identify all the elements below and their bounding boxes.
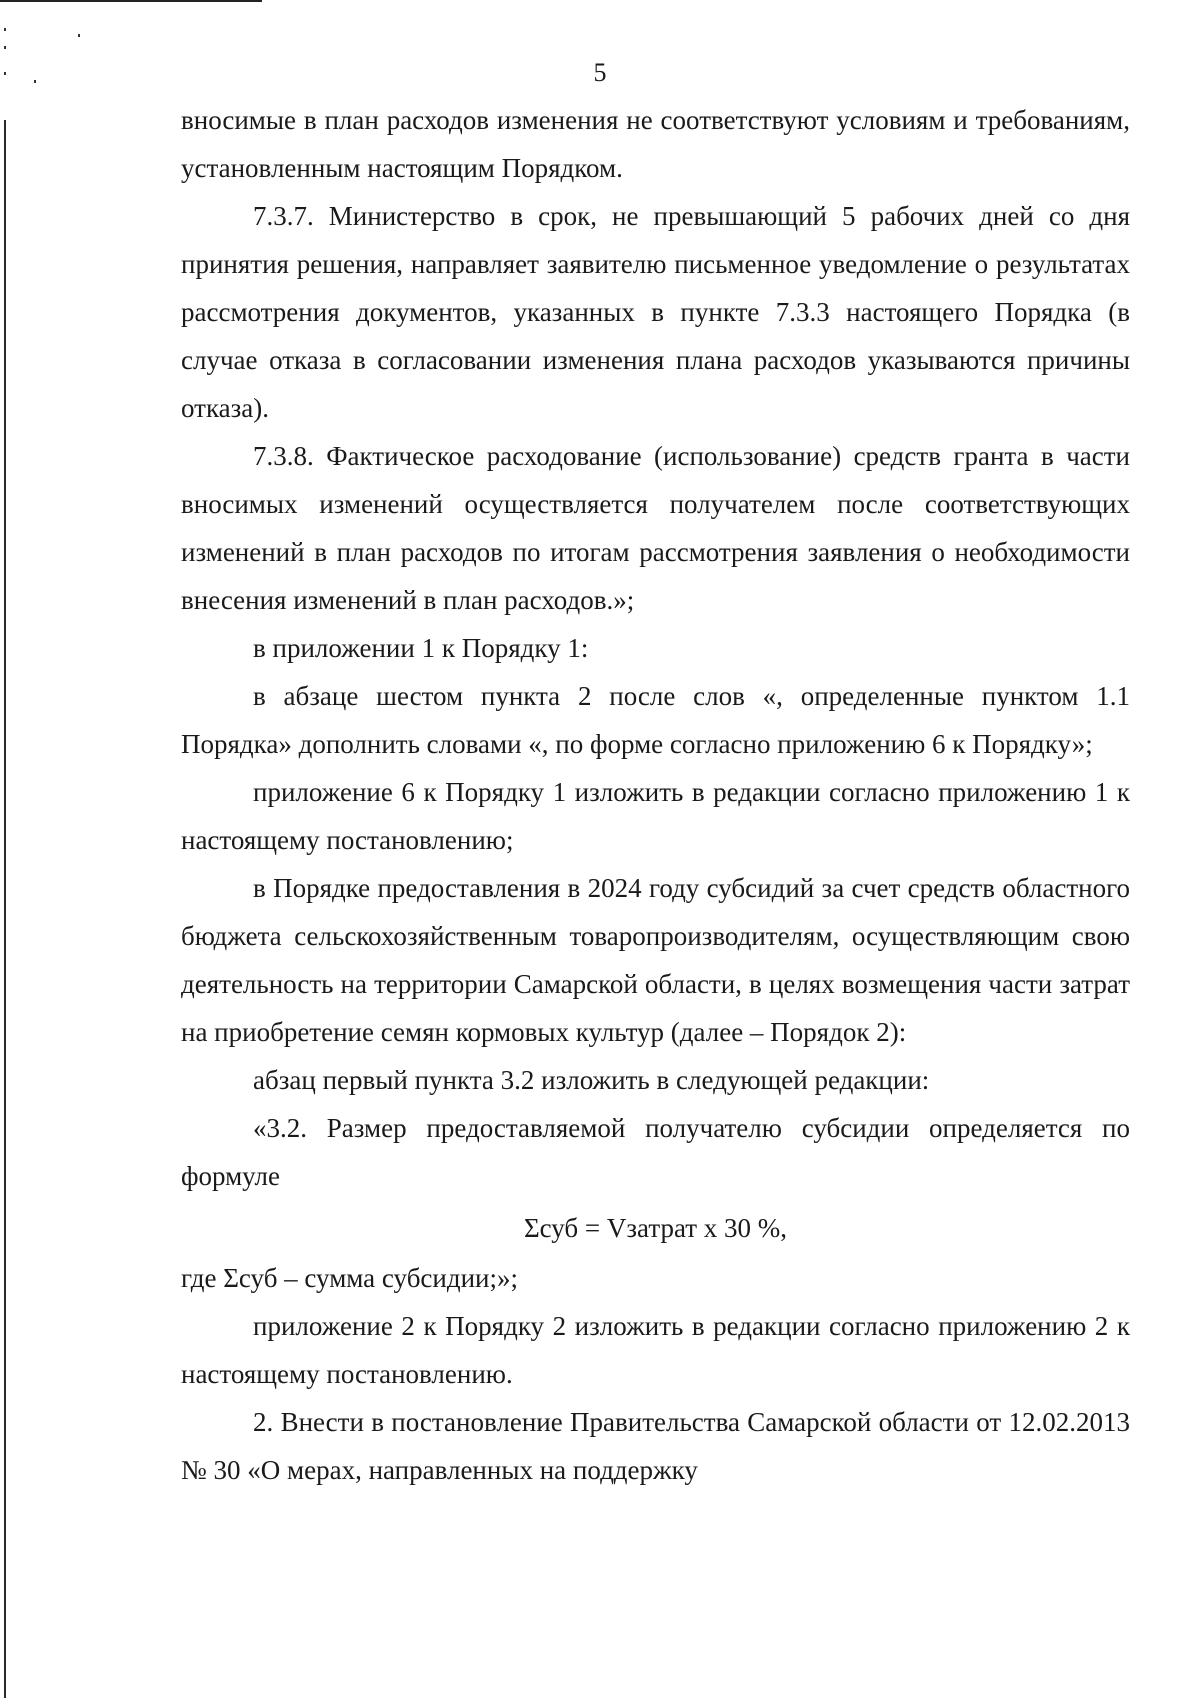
scan-artifact-dot xyxy=(4,28,6,31)
scan-artifact-left-edge xyxy=(4,120,6,1698)
paragraph: вносимые в план расходов изменения не соответствуют условиям и требованиям, установленным настоящим Порядком. xyxy=(181,105,1130,183)
paragraph: в приложении 1 к Порядку 1: xyxy=(253,633,589,663)
paragraph: в Порядке предоставления в 2024 году субсидий за счет средств областного бюджета сельскохозяйственным товаропроизводителям, осуществляющим свою деятельность на территории Самарской области, в целях возмещения части затрат на приобретение семян кормовых культур (далее – Порядок 2): xyxy=(181,873,1130,1047)
scan-artifact-top-line xyxy=(0,0,262,2)
formula: Σсуб = Vзатрат х 30 %, xyxy=(523,1213,788,1243)
paragraph: абзац первый пункта 3.2 изложить в следующей редакции: xyxy=(253,1065,930,1095)
scan-artifact-dot xyxy=(78,34,80,37)
paragraph: «3.2. Размер предоставляемой получателю субсидии определяется по формуле xyxy=(181,1113,1130,1191)
paragraph: 7.3.8. Фактическое расходование (использование) средств гранта в части вносимых изменений осуществляется получателем после соответствующих изменений в план расходов по итогам рассмотрения заявления о необходимости внесения изменений в план расходов.»; xyxy=(181,441,1130,615)
scan-artifact-dot xyxy=(4,46,6,49)
paragraph: приложение 6 к Порядку 1 изложить в редакции согласно приложению 1 к настоящему постановлению; xyxy=(181,777,1130,855)
paragraph: где Σсуб – сумма субсидии;»; xyxy=(181,1263,518,1293)
paragraph: приложение 2 к Порядку 2 изложить в редакции согласно приложению 2 к настоящему постановлению. xyxy=(181,1311,1130,1389)
page-number: 5 xyxy=(593,58,607,87)
paragraph: в абзаце шестом пункта 2 после слов «, определенные пунктом 1.1 Порядка» дополнить словами «, по форме согласно приложению 6 к Порядку»; xyxy=(181,681,1130,759)
paragraph: 2. Внести в постановление Правительства Самарской области от 12.02.2013 № 30 «О мерах, направленных на поддержку xyxy=(181,1407,1130,1485)
paragraph: 7.3.7. Министерство в срок, не превышающий 5 рабочих дней со дня принятия решения, направляет заявителю письменное уведомление о результатах рассмотрения документов, указанных в пункте 7.3.3 настоящего Порядка (в случае отказа в согласовании изменения плана расходов указываются причины отказа). xyxy=(181,201,1130,423)
document-body xyxy=(181,96,1130,1494)
